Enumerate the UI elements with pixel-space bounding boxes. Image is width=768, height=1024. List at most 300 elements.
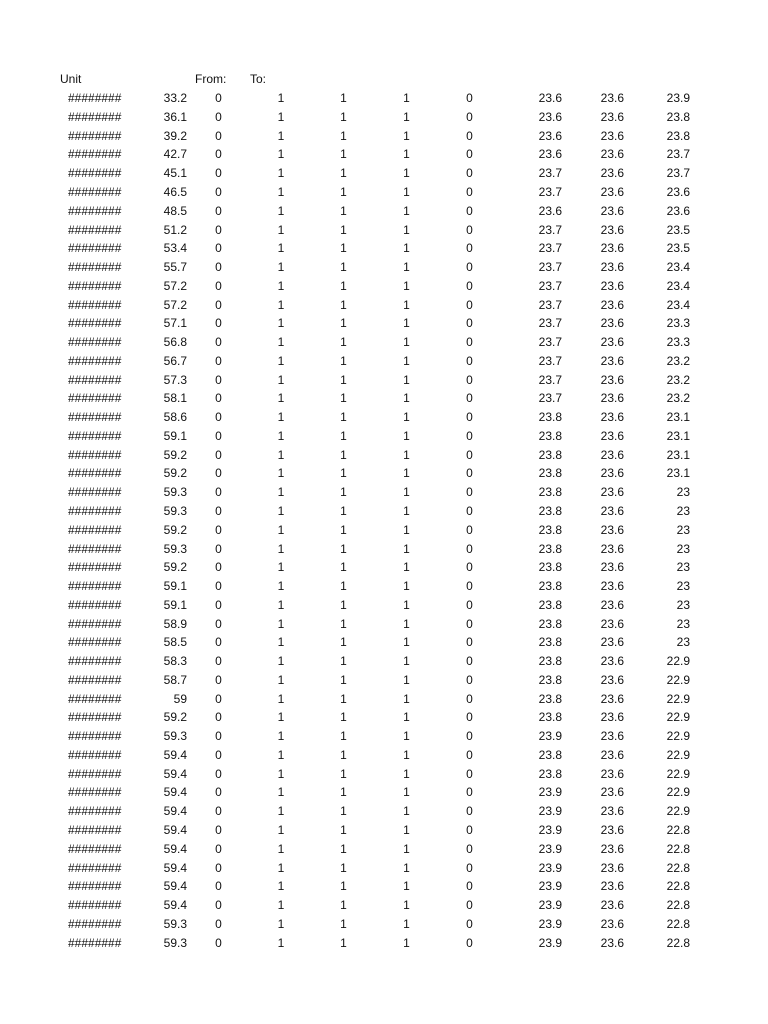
table-cell: 1: [277, 785, 285, 800]
table-cell: 1: [403, 91, 410, 106]
table-cell: 23.5: [666, 241, 690, 256]
table-cell: 1: [403, 710, 410, 725]
table-cell: 48.5: [163, 203, 187, 218]
table-cell: 1: [277, 691, 285, 706]
table-cell: ########: [68, 560, 122, 575]
table-cell: ########: [68, 278, 122, 293]
table-cell: 1: [340, 898, 347, 913]
table-cell: 0: [215, 710, 222, 725]
header-unit: Unit: [60, 72, 82, 87]
table-row: [60, 539, 690, 558]
table-row: [60, 164, 690, 183]
table-cell: 0: [466, 841, 473, 856]
table-cell: 1: [340, 297, 347, 312]
table-cell: ########: [68, 879, 122, 894]
table-cell: 23.6: [600, 184, 624, 199]
table-cell: 1: [340, 184, 347, 199]
table-cell: 23.6: [600, 316, 624, 331]
table-cell: 0: [466, 184, 473, 199]
table-cell: 0: [466, 128, 473, 143]
table-row: [60, 708, 690, 727]
table-cell: 1: [340, 109, 347, 124]
table-cell: 1: [340, 147, 347, 162]
table-cell: 1: [340, 654, 347, 669]
table-cell: 23.7: [666, 147, 690, 162]
table-row: [60, 746, 690, 765]
table-cell: 23.6: [600, 391, 624, 406]
table-cell: 23.6: [600, 335, 624, 350]
table-cell: 23.6: [600, 860, 624, 875]
table-cell: 1: [277, 560, 285, 575]
table-cell: 1: [340, 841, 347, 856]
table-cell: 36.1: [163, 109, 187, 124]
table-cell: 1: [340, 597, 347, 612]
table-cell: 0: [215, 428, 222, 443]
table-cell: 1: [403, 823, 410, 837]
table-cell: 1: [277, 297, 285, 312]
table-cell: 1: [403, 297, 410, 312]
table-cell: 1: [277, 522, 285, 537]
table-cell: 22.8: [666, 935, 690, 950]
table-cell: 23.8: [538, 597, 562, 612]
table-cell: ########: [68, 485, 122, 500]
table-cell: 1: [403, 184, 410, 199]
header-to: To:: [250, 72, 267, 87]
table-cell: 22.9: [666, 672, 690, 687]
table-cell: 1: [340, 560, 347, 575]
table-cell: 23.6: [600, 541, 624, 556]
table-cell: 59.3: [163, 485, 187, 500]
table-cell: 1: [340, 879, 347, 894]
table-cell: 1: [277, 841, 285, 856]
table-cell: 0: [215, 447, 222, 462]
table-cell: 0: [466, 560, 473, 575]
table-row: [60, 502, 690, 521]
table-cell: 0: [466, 109, 473, 124]
table-cell: 23.6: [600, 635, 624, 650]
table-cell: 0: [215, 935, 222, 950]
table-cell: 0: [215, 278, 222, 293]
table-cell: 23.6: [538, 91, 562, 106]
table-cell: 23.9: [538, 823, 562, 837]
table-cell: 1: [340, 447, 347, 462]
table-cell: 59.3: [163, 916, 187, 931]
table-cell: 0: [466, 522, 473, 537]
table-cell: 23.7: [538, 260, 562, 275]
table-cell: 0: [215, 316, 222, 331]
table-cell: 1: [340, 278, 347, 293]
table-cell: ########: [68, 898, 122, 913]
table-cell: 1: [277, 729, 285, 744]
table-cell: 23.7: [538, 335, 562, 350]
table-cell: 22.8: [666, 916, 690, 931]
table-cell: 0: [466, 503, 473, 518]
table-cell: 23.9: [538, 785, 562, 800]
table-cell: 0: [215, 879, 222, 894]
table-cell: 1: [340, 766, 347, 781]
table-cell: 0: [215, 823, 222, 837]
table-cell: 22.9: [666, 785, 690, 800]
table-cell: 1: [340, 485, 347, 500]
table-cell: 1: [277, 616, 285, 631]
table-cell: 23.3: [666, 316, 690, 331]
table-cell: 1: [403, 579, 410, 594]
table-cell: 23.8: [538, 485, 562, 500]
table-row: [60, 126, 690, 145]
table-cell: 23.8: [538, 747, 562, 762]
table-cell: 59.4: [163, 766, 187, 781]
table-cell: 1: [403, 635, 410, 650]
table-cell: ########: [68, 91, 122, 106]
table-cell: 0: [215, 785, 222, 800]
table-cell: 1: [277, 541, 285, 556]
table-cell: 1: [277, 166, 285, 181]
table-cell: 0: [466, 616, 473, 631]
table-cell: 0: [466, 428, 473, 443]
table-cell: 23.4: [666, 260, 690, 275]
table-cell: 0: [466, 860, 473, 875]
table-cell: 59.2: [163, 710, 187, 725]
table-cell: ########: [68, 672, 122, 687]
table-cell: 0: [215, 691, 222, 706]
table-row: [60, 896, 690, 915]
table-cell: ########: [68, 860, 122, 875]
table-cell: 1: [403, 860, 410, 875]
table-cell: 59.4: [163, 785, 187, 800]
table-cell: 23.6: [600, 766, 624, 781]
table-cell: 53.4: [163, 241, 187, 256]
table-cell: 0: [215, 391, 222, 406]
table-cell: 23.6: [600, 241, 624, 256]
table-cell: 23.6: [600, 597, 624, 612]
table-cell: 23.2: [666, 372, 690, 387]
table-cell: 58.6: [163, 410, 187, 425]
table-cell: ########: [68, 935, 122, 950]
table-cell: ########: [68, 785, 122, 800]
table-cell: 23.8: [538, 428, 562, 443]
table-row: [60, 276, 690, 295]
table-cell: 22.9: [666, 710, 690, 725]
table-cell: 1: [403, 241, 410, 256]
table-cell: 1: [340, 91, 347, 106]
table-cell: ########: [68, 466, 122, 481]
table-cell: 0: [466, 278, 473, 293]
table-cell: 59: [173, 691, 187, 706]
table-cell: 0: [215, 466, 222, 481]
table-cell: ########: [68, 729, 122, 744]
table-cell: 23.7: [538, 184, 562, 199]
table-cell: 1: [340, 616, 347, 631]
table-cell: 0: [215, 522, 222, 537]
table-cell: ########: [68, 597, 122, 612]
table-cell: 1: [340, 410, 347, 425]
table-cell: 1: [340, 391, 347, 406]
table-cell: 0: [466, 710, 473, 725]
table-cell: 23.8: [538, 635, 562, 650]
table-cell: 23.7: [538, 222, 562, 237]
table-cell: 58.7: [163, 672, 187, 687]
table-cell: 42.7: [163, 147, 187, 162]
table-cell: 22.8: [666, 860, 690, 875]
table-cell: 23.6: [600, 372, 624, 387]
table-cell: 23.6: [600, 654, 624, 669]
table-cell: 1: [340, 860, 347, 875]
table-cell: ########: [68, 184, 122, 199]
table-cell: 23: [676, 579, 690, 594]
table-cell: 0: [215, 203, 222, 218]
table-cell: 23.8: [538, 654, 562, 669]
table-cell: 59.2: [163, 522, 187, 537]
table-cell: 23.6: [600, 260, 624, 275]
table-cell: 1: [277, 635, 285, 650]
table-row: [60, 220, 690, 239]
table-cell: 59.4: [163, 898, 187, 913]
table-cell: ########: [68, 616, 122, 631]
table-row: [60, 239, 690, 258]
table-cell: 1: [277, 879, 285, 894]
table-cell: 1: [403, 785, 410, 800]
table-cell: 23.1: [666, 410, 690, 425]
table-cell: 0: [215, 184, 222, 199]
table-cell: 1: [340, 335, 347, 350]
table-cell: 0: [466, 579, 473, 594]
table-cell: 23.8: [538, 541, 562, 556]
table-cell: 23.5: [666, 222, 690, 237]
table-cell: 23.7: [538, 353, 562, 368]
table-cell: 23.7: [538, 391, 562, 406]
table-cell: ########: [68, 297, 122, 312]
table-cell: ########: [68, 916, 122, 931]
table-cell: ########: [68, 372, 122, 387]
table-cell: 1: [340, 935, 347, 950]
table-cell: 23: [676, 597, 690, 612]
table-row: [60, 408, 690, 427]
table-cell: 45.1: [163, 166, 187, 181]
table-cell: 23: [676, 485, 690, 500]
table-cell: 0: [466, 335, 473, 350]
table-cell: 1: [403, 804, 410, 819]
table-cell: 1: [277, 128, 285, 143]
table-cell: 23.1: [666, 466, 690, 481]
table-cell: ########: [68, 222, 122, 237]
table-row: [60, 464, 690, 483]
table-cell: 23.6: [600, 447, 624, 462]
table-cell: 33.2: [163, 91, 187, 106]
table-cell: 57.2: [163, 278, 187, 293]
table-cell: 22.9: [666, 804, 690, 819]
table-row: [60, 727, 690, 746]
table-cell: ########: [68, 691, 122, 706]
table-row: [60, 614, 690, 633]
table-cell: 1: [403, 935, 410, 950]
table-cell: 0: [466, 241, 473, 256]
table-cell: 57.3: [163, 372, 187, 387]
table-row: [60, 671, 690, 690]
table-cell: 0: [466, 672, 473, 687]
table-cell: 1: [340, 128, 347, 143]
table-cell: 22.8: [666, 841, 690, 856]
table-cell: 0: [215, 541, 222, 556]
table-row: [60, 520, 690, 539]
table-cell: ########: [68, 635, 122, 650]
table-cell: 22.9: [666, 766, 690, 781]
table-cell: 1: [403, 410, 410, 425]
table-cell: 1: [340, 166, 347, 181]
table-cell: 23.7: [538, 372, 562, 387]
table-cell: 0: [215, 503, 222, 518]
table-cell: 1: [403, 428, 410, 443]
table-row: [60, 89, 690, 108]
table-cell: 0: [466, 91, 473, 106]
table-cell: 1: [277, 485, 285, 500]
table-cell: ########: [68, 316, 122, 331]
table-cell: 0: [466, 935, 473, 950]
table-cell: 23.6: [600, 410, 624, 425]
table-cell: 0: [466, 353, 473, 368]
table-row: [60, 258, 690, 277]
table-cell: 59.4: [163, 841, 187, 856]
table-row: [60, 595, 690, 614]
table-cell: 1: [277, 935, 285, 950]
table-cell: 1: [403, 616, 410, 631]
table-cell: 1: [403, 260, 410, 275]
table-cell: 1: [403, 898, 410, 913]
table-cell: 0: [466, 654, 473, 669]
table-cell: 22.9: [666, 747, 690, 762]
table-cell: 23.8: [538, 579, 562, 594]
table-cell: 23.6: [600, 560, 624, 575]
table-cell: 1: [403, 747, 410, 762]
table-cell: 1: [403, 335, 410, 350]
table-cell: 0: [215, 860, 222, 875]
table-cell: 23.6: [600, 353, 624, 368]
table-row: [60, 183, 690, 202]
table-row: [60, 783, 690, 802]
table-cell: ########: [68, 747, 122, 762]
table-cell: 1: [277, 410, 285, 425]
table-cell: ########: [68, 260, 122, 275]
table-cell: 59.3: [163, 935, 187, 950]
table-cell: 1: [403, 485, 410, 500]
table-cell: 23.6: [600, 898, 624, 913]
table-cell: 1: [277, 316, 285, 331]
table-cell: 23.6: [600, 916, 624, 931]
table-cell: 0: [466, 466, 473, 481]
table-cell: ########: [68, 353, 122, 368]
table-cell: 1: [277, 503, 285, 518]
table-cell: 58.5: [163, 635, 187, 650]
table-cell: 1: [277, 747, 285, 762]
table-row: [60, 389, 690, 408]
table-cell: 23.1: [666, 428, 690, 443]
table-cell: 0: [215, 579, 222, 594]
table-cell: 0: [215, 128, 222, 143]
table-cell: 23.3: [666, 335, 690, 350]
table-row: [60, 351, 690, 370]
table-cell: 23.8: [538, 503, 562, 518]
table-cell: ########: [68, 823, 122, 837]
table-row: [60, 445, 690, 464]
table-cell: 1: [277, 260, 285, 275]
table-cell: 0: [215, 222, 222, 237]
table-cell: 23.6: [600, 109, 624, 124]
table-cell: ########: [68, 428, 122, 443]
table-cell: 1: [340, 747, 347, 762]
table-cell: 1: [403, 597, 410, 612]
table-cell: 0: [466, 391, 473, 406]
table-cell: 1: [277, 184, 285, 199]
table-cell: 1: [340, 372, 347, 387]
table-row: [60, 108, 690, 127]
table-cell: 23: [676, 541, 690, 556]
data-table: [60, 70, 690, 952]
table-cell: 23.8: [538, 616, 562, 631]
table-cell: 0: [466, 916, 473, 931]
table-cell: 0: [215, 166, 222, 181]
table-row: [60, 802, 690, 821]
table-cell: 1: [403, 879, 410, 894]
table-cell: 23.6: [600, 729, 624, 744]
table-cell: ########: [68, 128, 122, 143]
table-cell: 0: [215, 635, 222, 650]
table-cell: 39.2: [163, 128, 187, 143]
table-cell: 51.2: [163, 222, 187, 237]
table-cell: 1: [340, 691, 347, 706]
header-from: From:: [195, 72, 227, 87]
table-cell: 1: [340, 916, 347, 931]
table-cell: 23.6: [600, 203, 624, 218]
table-cell: 23: [676, 503, 690, 518]
table-cell: 1: [403, 278, 410, 293]
table-cell: 0: [466, 541, 473, 556]
table-cell: 1: [340, 466, 347, 481]
table-cell: 1: [403, 447, 410, 462]
table-row: [60, 145, 690, 164]
table-cell: 0: [466, 222, 473, 237]
table-cell: 0: [466, 316, 473, 331]
table-cell: 23.7: [666, 166, 690, 181]
table-cell: 55.7: [163, 260, 187, 275]
table-cell: 0: [215, 241, 222, 256]
table-cell: 23.7: [538, 166, 562, 181]
table-cell: 0: [215, 898, 222, 913]
table-cell: 0: [466, 260, 473, 275]
table-cell: 23.8: [538, 560, 562, 575]
table-cell: 23.1: [666, 447, 690, 462]
table-cell: 0: [215, 109, 222, 124]
table-cell: 46.5: [163, 184, 187, 199]
table-cell: 23.9: [538, 860, 562, 875]
table-cell: 0: [466, 203, 473, 218]
table-cell: 23.8: [666, 128, 690, 143]
table-cell: 1: [277, 672, 285, 687]
table-cell: 1: [277, 898, 285, 913]
table-cell: ########: [68, 447, 122, 462]
table-body: [60, 70, 690, 952]
table-cell: ########: [68, 503, 122, 518]
table-cell: 1: [403, 128, 410, 143]
table-cell: 1: [277, 597, 285, 612]
table-cell: 1: [277, 710, 285, 725]
table-cell: 1: [340, 428, 347, 443]
table-cell: 1: [403, 522, 410, 537]
table-cell: 1: [403, 353, 410, 368]
table-cell: 1: [277, 916, 285, 931]
table-cell: 0: [215, 410, 222, 425]
table-cell: 0: [466, 898, 473, 913]
table-cell: 1: [403, 466, 410, 481]
table-cell: 23: [676, 635, 690, 650]
